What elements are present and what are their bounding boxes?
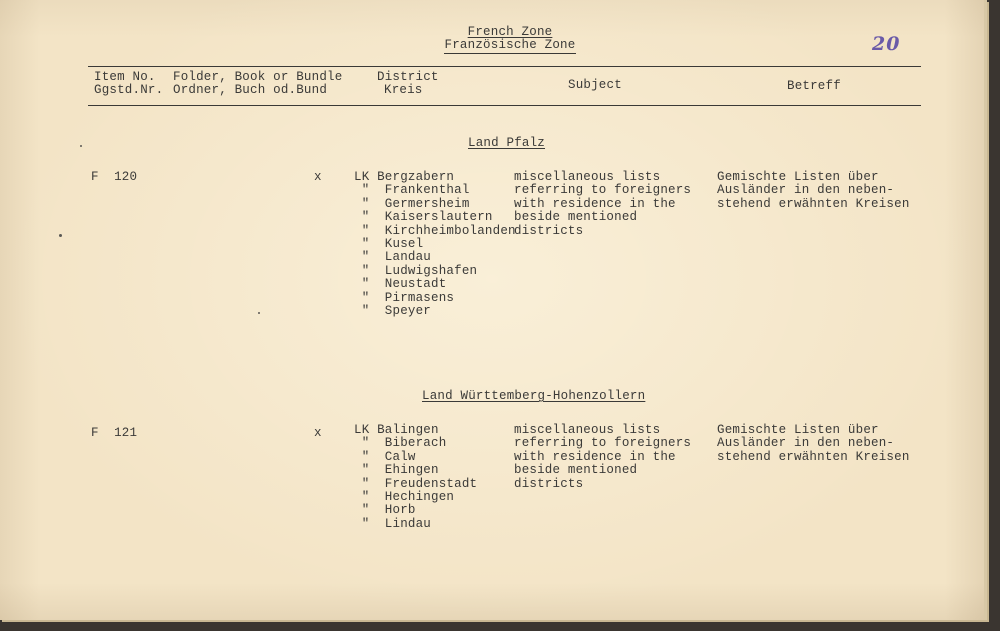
district-entry: " Ludwigshafen [354, 263, 478, 278]
item-number: F 120 [91, 170, 138, 184]
district-entry: LK Balingen [354, 423, 439, 437]
zone-title-underline [444, 53, 576, 54]
section-title: Land Pfalz [468, 136, 546, 150]
district-entry: " Kusel [354, 237, 424, 252]
subject-line: districts [514, 223, 584, 238]
col-folder-de: Ordner, Buch od.Bund [173, 83, 328, 97]
subject-line: districts [514, 476, 584, 491]
paper-speck [59, 234, 62, 237]
item-number: F 121 [91, 426, 138, 440]
district-entry: " Speyer [354, 304, 432, 319]
page-number: 20 [872, 33, 901, 55]
subject-line: with residence in the [514, 196, 676, 211]
zone-title-de: Französische Zone [444, 38, 576, 52]
subject-line: miscellaneous lists [514, 170, 661, 184]
section-title: Land Württemberg-Hohenzollern [422, 389, 646, 403]
col-betreff: Betreff [787, 79, 841, 93]
subject-line: beside mentioned [514, 210, 638, 225]
subject-line: beside mentioned [514, 463, 638, 478]
folder-mark: x [314, 170, 322, 184]
paper-speck [258, 312, 260, 314]
district-entry: " Freudenstadt [354, 476, 478, 491]
subject-line: miscellaneous lists [514, 423, 661, 437]
district-entry: " Kaiserslautern [354, 210, 493, 225]
folder-mark: x [314, 426, 322, 440]
district-entry: " Landau [354, 250, 432, 265]
district-entry: " Pirmasens [354, 290, 455, 305]
district-entry: " Ehingen [354, 463, 439, 478]
betreff-text [717, 171, 910, 211]
district-entry: " Germersheim [354, 196, 470, 211]
col-district-en: District [377, 70, 439, 84]
betreff-line: Gemischte Listen über [717, 170, 879, 184]
district-entry: " Kirchheimbolanden [354, 223, 516, 238]
subject-text [514, 171, 691, 238]
betreff-line: Gemischte Listen über [717, 423, 879, 437]
district-entry: " Frankenthal [354, 183, 470, 198]
col-item-de: Ggstd.Nr. [94, 83, 164, 97]
betreff-line: Ausländer in den neben- [717, 436, 895, 451]
betreff-line: stehend erwähnten Kreisen [717, 449, 910, 464]
zone-title-en: French Zone [467, 25, 553, 39]
district-entry: " Hechingen [354, 490, 455, 505]
subject-line: referring to foreigners [514, 183, 692, 198]
betreff-line: Ausländer in den neben- [717, 183, 895, 198]
district-entry: LK Bergzabern [354, 170, 455, 184]
col-subject: Subject [568, 78, 622, 92]
betreff-text [717, 424, 910, 464]
district-list [354, 424, 477, 531]
header-rule-top [88, 66, 921, 67]
district-entry: " Neustadt [354, 277, 447, 292]
district-entry: " Calw [354, 449, 416, 464]
col-item-en: Item No. [94, 70, 156, 84]
subject-text [514, 424, 691, 491]
subject-line: referring to foreigners [514, 436, 692, 451]
district-list [354, 171, 516, 318]
col-district-de: Kreis [384, 83, 423, 97]
betreff-line: stehend erwähnten Kreisen [717, 196, 910, 211]
district-entry: " Horb [354, 503, 416, 518]
subject-line: with residence in the [514, 449, 676, 464]
district-entry: " Lindau [354, 516, 432, 531]
paper-speck [80, 145, 82, 147]
col-folder-en: Folder, Book or Bundle [173, 70, 343, 84]
district-entry: " Biberach [354, 436, 447, 451]
header-rule-bottom [88, 105, 921, 106]
